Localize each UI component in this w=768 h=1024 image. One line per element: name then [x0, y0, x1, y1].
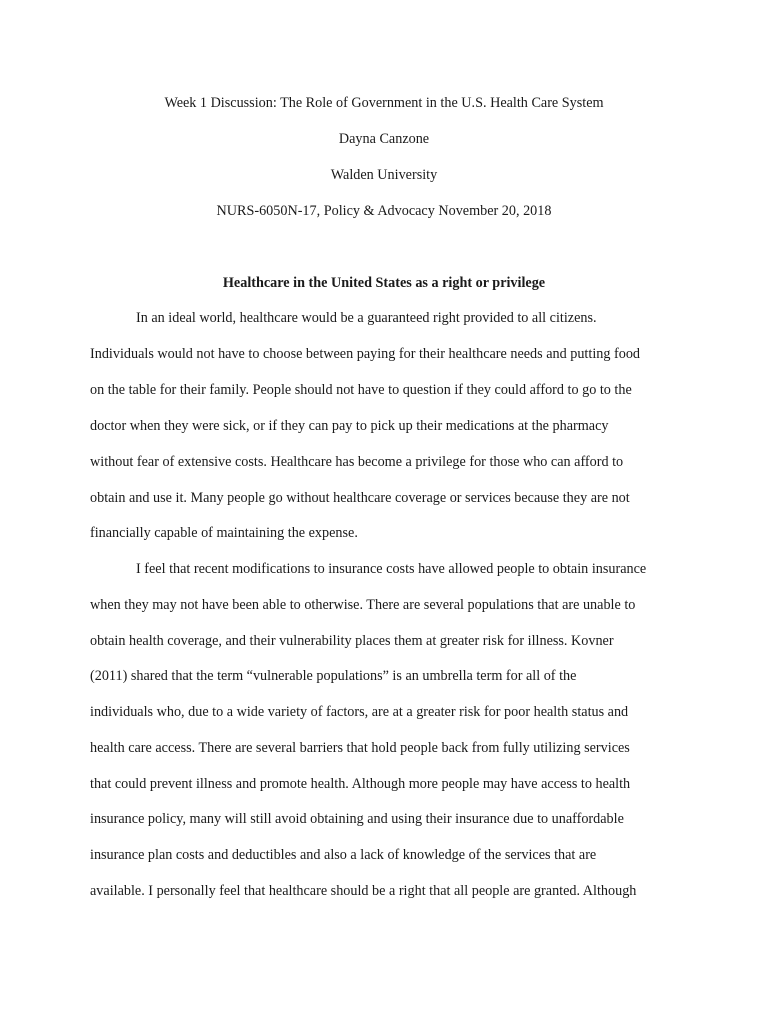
paragraph-line: without fear of extensive costs. Healthcare has become a privilege for those who can afford to — [90, 454, 624, 470]
paragraph-line: obtain and use it. Many people go without healthcare coverage or services because they are not — [90, 490, 630, 506]
paragraph-line: I feel that recent modifications to insurance costs have allowed people to obtain insurance — [136, 561, 647, 577]
paragraph-line: health care access. There are several barriers that hold people back from fully utilizing services — [90, 740, 630, 756]
paragraph-line: financially capable of maintaining the expense. — [90, 525, 358, 541]
paragraph-line: In an ideal world, healthcare would be a guaranteed right provided to all citizens. — [136, 310, 597, 326]
section-heading: Healthcare in the United States as a right or privilege — [222, 275, 546, 291]
paragraph-line: individuals who, due to a wide variety of factors, are at a greater risk for poor health status and — [90, 704, 629, 720]
paragraph-line: on the table for their family. People should not have to question if they could afford to go to the — [90, 382, 632, 398]
author-name: Dayna Canzone — [338, 131, 430, 147]
paragraph-line: obtain health coverage, and their vulnerability places them at greater risk for illness. Kovner — [90, 633, 614, 649]
institution-name: Walden University — [330, 167, 438, 183]
course-and-date: NURS-6050N-17, Policy & Advocacy November 20, 2018 — [216, 203, 552, 219]
paragraph-line: doctor when they were sick, or if they can pay to pick up their medications at the pharmacy — [90, 418, 609, 434]
paragraph-line: that could prevent illness and promote health. Although more people may have access to health — [90, 776, 631, 792]
paragraph-line: available. I personally feel that healthcare should be a right that all people are granted. Although — [90, 883, 637, 899]
paragraph-line: (2011) shared that the term “vulnerable populations” is an umbrella term for all of the — [90, 668, 577, 684]
paragraph-line: insurance policy, many will still avoid obtaining and using their insurance due to unaffordable — [90, 811, 624, 827]
paragraph-line: when they may not have been able to otherwise. There are several populations that are unable to — [90, 597, 636, 613]
paragraph-line: Individuals would not have to choose between paying for their healthcare needs and putting food — [90, 346, 641, 362]
paragraph-line: insurance plan costs and deductibles and also a lack of knowledge of the services that are — [90, 847, 597, 863]
document-title: Week 1 Discussion: The Role of Government in the U.S. Health Care System — [164, 95, 604, 111]
